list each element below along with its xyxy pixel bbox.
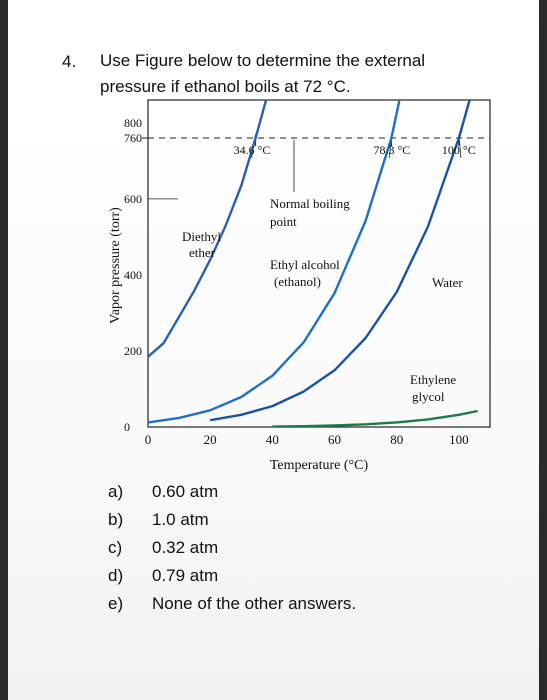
label-water: Water — [432, 275, 463, 290]
option-text: None of the other answers. — [152, 594, 357, 613]
label-ethanol-1: Ethyl alcohol — [270, 257, 340, 272]
answer-options — [108, 482, 356, 622]
question-text: Use Figure below to determine the external pressure if ethanol boils at 72 °C. — [100, 51, 426, 96]
label-diethyl-ether-1: Diethyl — [182, 229, 221, 244]
ref-label-line1: Normal boiling — [270, 196, 350, 211]
label-ethylene-glycol-1: Ethylene — [410, 372, 457, 387]
y-tick-label: 800 — [124, 115, 142, 130]
x-tick-label: 20 — [203, 432, 217, 447]
label-ethylene-glycol-2: glycol — [412, 389, 445, 404]
x-tick-label: 60 — [328, 432, 342, 447]
option-d[interactable] — [108, 566, 356, 594]
y-tick-label: 600 — [124, 191, 142, 206]
option-a[interactable] — [108, 482, 356, 510]
bp-label-ethanol: 78.3 °C — [373, 143, 411, 157]
option-c[interactable] — [108, 538, 356, 566]
option-e[interactable] — [108, 594, 356, 622]
option-letter: e) — [108, 594, 124, 613]
option-letter: d) — [108, 566, 124, 585]
y-tick-label: 400 — [124, 267, 142, 282]
bp-label-ether: 34.6 °C — [233, 143, 271, 157]
y-tick-label: 0 — [124, 420, 130, 434]
x-tick-label: 80 — [390, 432, 404, 447]
x-tick-label: 40 — [265, 432, 279, 447]
question-number: 4. — [62, 52, 77, 71]
ref-label-line2: point — [270, 214, 297, 229]
option-text: 1.0 atm — [152, 510, 209, 529]
ethanol-curve — [148, 0, 428, 422]
option-letter: a) — [108, 482, 124, 501]
label-ethanol-2: (ethanol) — [274, 274, 321, 289]
x-tick-label: 100 — [449, 432, 469, 447]
x-tick-label: 0 — [144, 432, 152, 447]
y-tick-label: 200 — [124, 343, 142, 358]
x-axis-label: Temperature (°C) — [269, 458, 369, 473]
option-b[interactable] — [108, 510, 356, 538]
y-tick-label: 760 — [124, 131, 142, 146]
diethyl-ether-curve — [148, 0, 304, 357]
option-text: 0.79 atm — [152, 566, 219, 585]
label-diethyl-ether-2: ether — [189, 245, 215, 260]
bp-label-water: 100 °C — [441, 143, 476, 157]
ethylene-glycol-curve — [272, 411, 477, 427]
option-letter: c) — [108, 538, 123, 557]
water-curve — [210, 18, 490, 420]
option-text: 0.32 atm — [152, 538, 219, 557]
y-axis-label: Vapor pressure (torr) — [108, 207, 123, 324]
option-text: 0.60 atm — [152, 482, 219, 501]
worksheet-page — [8, 0, 539, 700]
option-letter: b) — [108, 510, 124, 529]
